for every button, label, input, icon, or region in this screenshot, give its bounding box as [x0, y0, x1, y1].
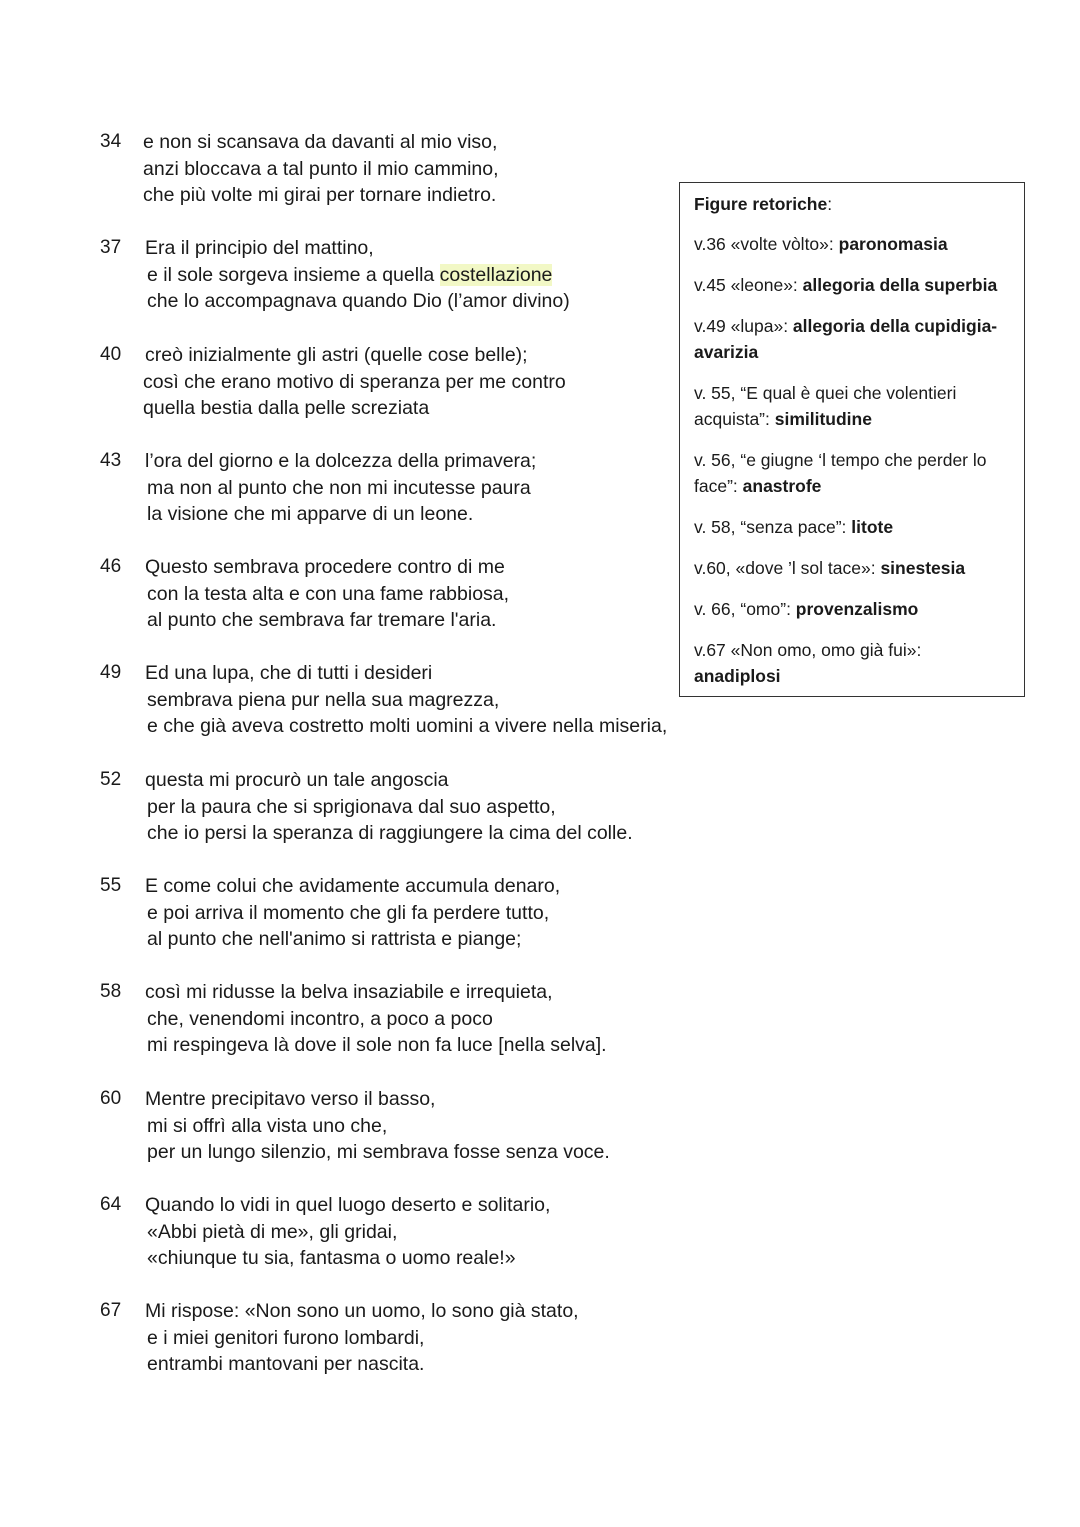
verse-line: ma non al punto che non mi incutesse paura — [147, 476, 531, 499]
verse-line: per un lungo silenzio, mi sembrava fosse senza voce. — [147, 1141, 610, 1164]
stanza-60 — [100, 1086, 700, 1166]
stanza-49 — [100, 660, 700, 740]
figure-ref: v.36 «volte vòlto»: — [694, 234, 839, 254]
stanza-52 — [100, 767, 700, 847]
stanza-64 — [100, 1192, 700, 1272]
verse-line: Questo sembrava procedere contro di me — [145, 556, 505, 578]
verse-line: creò inizialmente gli astri (quelle cose belle); — [145, 344, 528, 366]
figure-item — [694, 447, 1012, 499]
figure-name: paronomasia — [838, 234, 948, 254]
figure-name: provenzalismo — [795, 599, 919, 619]
verse-line: al punto che sembrava far tremare l'aria. — [147, 609, 497, 632]
figure-name: sinestesia — [880, 558, 966, 578]
verse-number: 40 — [100, 344, 122, 365]
figure-ref: v. 55, “E qual è quei che volentieri acquista”: — [694, 383, 962, 429]
figure-item — [694, 272, 1012, 298]
figure-ref: v.49 «lupa»: — [694, 316, 793, 336]
figures-title-colon: : — [827, 194, 833, 214]
verse-number: 49 — [100, 662, 122, 683]
verse-line: Mentre precipitavo verso il basso, — [145, 1088, 436, 1110]
figure-name: allegoria della superbia — [802, 275, 998, 295]
highlighted-word: costellazione — [439, 263, 553, 286]
figure-ref: v. 58, “senza pace”: — [694, 517, 852, 537]
stanza-58 — [100, 979, 700, 1059]
verse-line: al punto che nell'animo si rattrista e piange; — [147, 928, 522, 951]
verse-line: Era il principio del mattino, — [145, 237, 374, 259]
verse-number: 46 — [100, 556, 122, 577]
verse-line: così che erano motivo di speranza per me contro — [143, 370, 566, 393]
figure-ref: v. 66, “omo”: — [694, 599, 796, 619]
verse-line: Ed una lupa, che di tutti i desideri — [145, 662, 433, 684]
figure-name: anastrofe — [742, 476, 822, 496]
verse-line: «Abbi pietà di me», gli gridai, — [147, 1220, 398, 1243]
verse-line: sembrava piena pur nella sua magrezza, — [147, 688, 500, 711]
figure-item — [694, 231, 1012, 257]
stanza-46 — [100, 554, 700, 634]
figures-box — [679, 182, 1025, 697]
figure-ref: v.45 «leone»: — [694, 275, 803, 295]
verse-number: 43 — [100, 450, 122, 471]
figures-box-title — [694, 191, 1012, 217]
stanza-34 — [100, 129, 700, 209]
verse-line: E come colui che avidamente accumula denaro, — [145, 875, 561, 897]
verse-line: che lo accompagnava quando Dio (l’amor divino) — [147, 290, 570, 313]
figure-name: anadiplosi — [694, 666, 781, 686]
verse-line: Mi rispose: «Non sono un uomo, lo sono già stato, — [145, 1300, 579, 1322]
verse-line: «chiunque tu sia, fantasma o uomo reale!» — [147, 1247, 516, 1270]
figure-item — [694, 596, 1012, 622]
verse-number: 37 — [100, 237, 122, 258]
verse-line: che io persi la speranza di raggiungere la cima del colle. — [147, 822, 633, 845]
verse-line: questa mi procurò un tale angoscia — [145, 769, 449, 791]
verse-line: per la paura che si sprigionava dal suo aspetto, — [147, 795, 556, 818]
verse-number: 55 — [100, 875, 122, 896]
stanza-67 — [100, 1298, 700, 1378]
verse-line: la visione che mi apparve di un leone. — [147, 503, 474, 526]
verse-line: anzi bloccava a tal punto il mio cammino, — [143, 157, 499, 180]
verse-line: Quando lo vidi in quel luogo deserto e solitario, — [145, 1194, 551, 1216]
verse-line: così mi ridusse la belva insaziabile e irrequieta, — [145, 981, 553, 1003]
figure-name: allegoria della cupidigia-avarizia — [694, 316, 998, 362]
verse-line: e poi arriva il momento che gli fa perdere tutto, — [147, 901, 550, 924]
verse-line: l’ora del giorno e la dolcezza della primavera; — [145, 450, 537, 472]
verse-number: 34 — [100, 131, 122, 152]
stanza-55 — [100, 873, 700, 953]
verse-line: quella bestia dalla pelle screziata — [143, 397, 430, 420]
verse-line: che più volte mi girai per tornare indietro. — [143, 184, 497, 207]
verse-number: 58 — [100, 981, 122, 1002]
figure-name: litote — [851, 517, 894, 537]
verse-line: entrambi mantovani per nascita. — [147, 1353, 425, 1376]
figure-item — [694, 380, 1012, 432]
figure-item — [694, 514, 1012, 540]
verse-number: 64 — [100, 1194, 122, 1215]
figure-item — [694, 313, 1012, 365]
verse-number: 52 — [100, 769, 122, 790]
verse-line — [100, 262, 700, 289]
stanza-40 — [100, 342, 700, 422]
verse-number: 60 — [100, 1088, 122, 1109]
figure-ref: v.60, «dove ’l sol tace»: — [694, 558, 881, 578]
verse-line: mi respingeva là dove il sole non fa luce [nella selva]. — [147, 1034, 607, 1057]
figure-ref: v.67 «Non omo, omo già fui»: — [694, 640, 927, 660]
verse-line: e non si scansava da davanti al mio viso, — [143, 131, 498, 153]
figure-item — [694, 555, 1012, 581]
figure-item — [694, 637, 1012, 689]
verse-line: che, venendomi incontro, a poco a poco — [147, 1007, 493, 1030]
verse-line: mi si offrì alla vista uno che, — [147, 1114, 388, 1137]
verse-line: e che già aveva costretto molti uomini a vivere nella miseria, — [147, 715, 668, 738]
stanza-43 — [100, 448, 700, 528]
verse-line: con la testa alta e con una fame rabbiosa, — [147, 582, 510, 605]
verse-line-text: e il sole sorgeva insieme a quella — [147, 263, 440, 286]
figures-title-text: Figure retoriche — [694, 194, 828, 214]
figure-name: similitudine — [774, 409, 872, 429]
stanza-37 — [100, 235, 700, 315]
verse-line: e i miei genitori furono lombardi, — [147, 1326, 425, 1349]
verse-number: 67 — [100, 1300, 122, 1321]
figure-ref: v. 56, “e giugne ‘l tempo che perder lo face”: — [694, 450, 992, 496]
